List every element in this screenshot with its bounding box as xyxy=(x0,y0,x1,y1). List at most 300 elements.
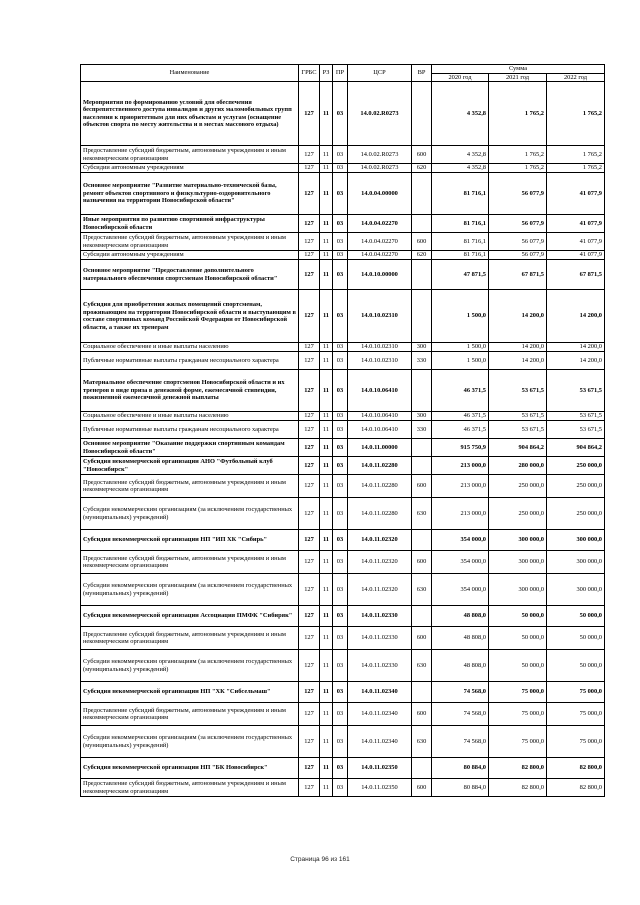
table-row xyxy=(81,260,605,290)
cell-sum-2021: 82 800,0 xyxy=(489,758,547,779)
cell-name: Субсидии некоммерческим организациям (за исключением государственных (муниципальных) учреждений) xyxy=(81,498,299,530)
cell-rz: 11 xyxy=(320,758,333,779)
cell-rz: 11 xyxy=(320,290,333,343)
cell-rz: 11 xyxy=(320,650,333,682)
cell-csr: 14.0.04.02270 xyxy=(348,233,412,251)
cell-csr: 14.0.10.02310 xyxy=(348,343,412,352)
cell-grbs: 127 xyxy=(299,475,320,498)
cell-sum-2021: 56 077,9 xyxy=(489,215,547,233)
cell-grbs: 127 xyxy=(299,370,320,412)
cell-grbs: 127 xyxy=(299,779,320,797)
cell-vr: 620 xyxy=(412,251,432,260)
cell-sum-2021: 280 000,0 xyxy=(489,457,547,475)
cell-sum-2020: 213 000,0 xyxy=(432,457,489,475)
cell-sum-2021: 250 000,0 xyxy=(489,498,547,530)
cell-sum-2020: 81 716,1 xyxy=(432,173,489,215)
cell-vr: 300 xyxy=(412,343,432,352)
cell-name: Субсидии некоммерческим организациям (за исключением государственных (муниципальных) учреждений) xyxy=(81,574,299,606)
cell-vr: 600 xyxy=(412,233,432,251)
cell-vr xyxy=(412,530,432,551)
cell-rz: 11 xyxy=(320,173,333,215)
cell-rz: 11 xyxy=(320,606,333,627)
cell-vr: 330 xyxy=(412,421,432,439)
header-row xyxy=(81,65,605,74)
cell-csr: 14.0.11.02280 xyxy=(348,457,412,475)
cell-vr: 600 xyxy=(412,146,432,164)
cell-csr: 14.0.11.02340 xyxy=(348,703,412,726)
table-row xyxy=(81,703,605,726)
cell-sum-2021: 56 077,9 xyxy=(489,173,547,215)
cell-grbs: 127 xyxy=(299,650,320,682)
page-footer: Страница 96 из 161 xyxy=(290,856,350,863)
cell-rz: 11 xyxy=(320,475,333,498)
cell-sum-2020: 81 716,1 xyxy=(432,251,489,260)
cell-name: Субсидия для приобретения жилых помещений спортсменам, проживающим на территории Новосибирской области и выступающим в составе спортивных команд Российской Федерации от Новосибирской области, а также их тренерам xyxy=(81,290,299,343)
cell-name: Публичные нормативные выплаты гражданам несоциального характера xyxy=(81,421,299,439)
cell-grbs: 127 xyxy=(299,173,320,215)
budget-table xyxy=(80,64,605,797)
cell-sum-2020: 915 750,9 xyxy=(432,439,489,457)
cell-pr: 03 xyxy=(333,233,348,251)
cell-vr xyxy=(412,290,432,343)
cell-csr: 14.0.04.02270 xyxy=(348,215,412,233)
cell-pr: 03 xyxy=(333,779,348,797)
cell-rz: 11 xyxy=(320,421,333,439)
cell-sum-2020: 354 000,0 xyxy=(432,530,489,551)
cell-sum-2021: 50 000,0 xyxy=(489,650,547,682)
cell-rz: 11 xyxy=(320,164,333,173)
table-row xyxy=(81,457,605,475)
cell-rz: 11 xyxy=(320,457,333,475)
cell-vr: 600 xyxy=(412,475,432,498)
cell-sum-2021: 56 077,9 xyxy=(489,251,547,260)
cell-sum-2020: 46 371,5 xyxy=(432,421,489,439)
header-csr: ЦСР xyxy=(348,65,412,82)
cell-name: Субсидии автономным учреждениям xyxy=(81,251,299,260)
table-row xyxy=(81,726,605,758)
cell-rz: 11 xyxy=(320,260,333,290)
cell-sum-2022: 53 671,5 xyxy=(547,412,605,421)
cell-sum-2020: 74 568,0 xyxy=(432,682,489,703)
cell-sum-2021: 53 671,5 xyxy=(489,412,547,421)
cell-sum-2021: 300 000,0 xyxy=(489,530,547,551)
header-vr: ВР xyxy=(412,65,432,82)
cell-csr: 14.0.11.02340 xyxy=(348,682,412,703)
cell-pr: 03 xyxy=(333,726,348,758)
cell-sum-2022: 250 000,0 xyxy=(547,457,605,475)
cell-vr xyxy=(412,173,432,215)
cell-name: Основное мероприятие "Оказание поддержки спортивным командам Новосибирской области" xyxy=(81,439,299,457)
table-body xyxy=(81,82,605,797)
table-row xyxy=(81,173,605,215)
cell-sum-2022: 41 077,9 xyxy=(547,233,605,251)
cell-pr: 03 xyxy=(333,215,348,233)
cell-grbs: 127 xyxy=(299,574,320,606)
cell-sum-2021: 50 000,0 xyxy=(489,606,547,627)
cell-name: Предоставление субсидий бюджетным, автономным учреждениям и иным некоммерческим организациям xyxy=(81,146,299,164)
cell-sum-2020: 4 352,8 xyxy=(432,82,489,146)
cell-rz: 11 xyxy=(320,498,333,530)
cell-csr: 14.0.11.02320 xyxy=(348,574,412,606)
cell-rz: 11 xyxy=(320,251,333,260)
cell-sum-2021: 14 200,0 xyxy=(489,343,547,352)
header-sum: Сумма xyxy=(432,65,605,74)
cell-sum-2022: 300 000,0 xyxy=(547,551,605,574)
cell-sum-2022: 53 671,5 xyxy=(547,370,605,412)
table-row xyxy=(81,758,605,779)
cell-sum-2021: 67 871,5 xyxy=(489,260,547,290)
cell-csr: 14.0.10.06410 xyxy=(348,412,412,421)
cell-pr: 03 xyxy=(333,682,348,703)
cell-csr: 14.0.11.02320 xyxy=(348,551,412,574)
table-row xyxy=(81,146,605,164)
cell-csr: 14.0.11.02330 xyxy=(348,606,412,627)
cell-pr: 03 xyxy=(333,627,348,650)
cell-pr: 03 xyxy=(333,370,348,412)
cell-name: Основное мероприятие "Развитие материально-технической базы, ремонт объектов спортивного и физкультурно-оздоровительного назначения на территории Новосибирской области" xyxy=(81,173,299,215)
cell-grbs: 127 xyxy=(299,498,320,530)
cell-grbs: 127 xyxy=(299,606,320,627)
table-row xyxy=(81,627,605,650)
cell-csr: 14.0.10.02310 xyxy=(348,352,412,370)
cell-csr: 14.0.10.06410 xyxy=(348,370,412,412)
cell-csr: 14.0.11.02340 xyxy=(348,726,412,758)
cell-name: Субсидии некоммерческим организациям (за исключением государственных (муниципальных) учреждений) xyxy=(81,726,299,758)
cell-vr xyxy=(412,682,432,703)
cell-vr: 600 xyxy=(412,703,432,726)
cell-csr: 14.0.11.02330 xyxy=(348,650,412,682)
cell-sum-2020: 4 352,8 xyxy=(432,164,489,173)
cell-sum-2022: 904 864,2 xyxy=(547,439,605,457)
cell-rz: 11 xyxy=(320,352,333,370)
cell-pr: 03 xyxy=(333,260,348,290)
cell-sum-2022: 14 200,0 xyxy=(547,352,605,370)
cell-sum-2022: 41 077,9 xyxy=(547,251,605,260)
cell-csr: 14.0.04.00000 xyxy=(348,173,412,215)
cell-sum-2021: 300 000,0 xyxy=(489,551,547,574)
cell-vr xyxy=(412,758,432,779)
cell-pr: 03 xyxy=(333,164,348,173)
cell-sum-2020: 74 568,0 xyxy=(432,703,489,726)
cell-rz: 11 xyxy=(320,627,333,650)
cell-sum-2022: 82 800,0 xyxy=(547,779,605,797)
cell-sum-2020: 80 884,0 xyxy=(432,779,489,797)
cell-sum-2020: 48 808,0 xyxy=(432,650,489,682)
table-row xyxy=(81,779,605,797)
cell-rz: 11 xyxy=(320,551,333,574)
cell-vr xyxy=(412,439,432,457)
header-year-2022: 2022 год xyxy=(547,73,605,82)
table-row xyxy=(81,82,605,146)
cell-name: Предоставление субсидий бюджетным, автономным учреждениям и иным некоммерческим организациям xyxy=(81,475,299,498)
cell-name: Субсидия некоммерческой организации НП "ИП ХК "Сибирь" xyxy=(81,530,299,551)
cell-pr: 03 xyxy=(333,574,348,606)
cell-sum-2021: 75 000,0 xyxy=(489,682,547,703)
cell-pr: 03 xyxy=(333,475,348,498)
cell-sum-2021: 250 000,0 xyxy=(489,475,547,498)
cell-sum-2022: 75 000,0 xyxy=(547,703,605,726)
cell-sum-2021: 14 200,0 xyxy=(489,352,547,370)
header-pr: ПР xyxy=(333,65,348,82)
cell-csr: 14.0.11.02330 xyxy=(348,627,412,650)
cell-sum-2020: 1 500,0 xyxy=(432,352,489,370)
table-row xyxy=(81,251,605,260)
cell-grbs: 127 xyxy=(299,352,320,370)
cell-csr: 14.0.04.02270 xyxy=(348,251,412,260)
cell-sum-2021: 75 000,0 xyxy=(489,703,547,726)
cell-csr: 14.0.11.02280 xyxy=(348,475,412,498)
cell-sum-2022: 14 200,0 xyxy=(547,290,605,343)
cell-pr: 03 xyxy=(333,551,348,574)
cell-vr xyxy=(412,370,432,412)
cell-pr: 03 xyxy=(333,251,348,260)
cell-sum-2020: 354 000,0 xyxy=(432,551,489,574)
cell-grbs: 127 xyxy=(299,260,320,290)
cell-sum-2020: 213 000,0 xyxy=(432,475,489,498)
header-rz: РЗ xyxy=(320,65,333,82)
cell-csr: 14.0.11.00000 xyxy=(348,439,412,457)
cell-rz: 11 xyxy=(320,370,333,412)
cell-name: Субсидии некоммерческим организациям (за исключением государственных (муниципальных) учреждений) xyxy=(81,650,299,682)
cell-sum-2022: 1 765,2 xyxy=(547,82,605,146)
cell-name: Социальное обеспечение и иные выплаты населению xyxy=(81,412,299,421)
cell-sum-2020: 1 500,0 xyxy=(432,343,489,352)
cell-csr: 14.0.02.R0273 xyxy=(348,146,412,164)
cell-vr: 600 xyxy=(412,551,432,574)
cell-sum-2022: 82 800,0 xyxy=(547,758,605,779)
header-year-2020: 2020 год xyxy=(432,73,489,82)
cell-vr: 630 xyxy=(412,574,432,606)
table-row xyxy=(81,421,605,439)
cell-grbs: 127 xyxy=(299,551,320,574)
cell-vr xyxy=(412,215,432,233)
cell-rz: 11 xyxy=(320,343,333,352)
cell-sum-2022: 300 000,0 xyxy=(547,574,605,606)
cell-sum-2020: 46 371,5 xyxy=(432,412,489,421)
cell-name: Публичные нормативные выплаты гражданам несоциального характера xyxy=(81,352,299,370)
cell-grbs: 127 xyxy=(299,703,320,726)
cell-name: Основное мероприятие "Предоставление дополнительного материального обеспечения спортсменам Новосибирской области" xyxy=(81,260,299,290)
table-row xyxy=(81,215,605,233)
cell-sum-2021: 1 765,2 xyxy=(489,146,547,164)
cell-sum-2020: 4 352,8 xyxy=(432,146,489,164)
header-grbs: ГРБС xyxy=(299,65,320,82)
cell-grbs: 127 xyxy=(299,251,320,260)
cell-name: Предоставление субсидий бюджетным, автономным учреждениям и иным некоммерческим организациям xyxy=(81,627,299,650)
table-row xyxy=(81,475,605,498)
cell-csr: 14.0.10.06410 xyxy=(348,421,412,439)
cell-pr: 03 xyxy=(333,290,348,343)
cell-vr: 600 xyxy=(412,779,432,797)
cell-pr: 03 xyxy=(333,82,348,146)
cell-sum-2021: 300 000,0 xyxy=(489,574,547,606)
cell-grbs: 127 xyxy=(299,682,320,703)
cell-sum-2022: 50 000,0 xyxy=(547,606,605,627)
cell-csr: 14.0.02.R0273 xyxy=(348,82,412,146)
cell-csr: 14.0.02.R0273 xyxy=(348,164,412,173)
cell-vr: 630 xyxy=(412,498,432,530)
cell-vr xyxy=(412,606,432,627)
cell-sum-2022: 41 077,9 xyxy=(547,173,605,215)
cell-rz: 11 xyxy=(320,233,333,251)
table-row xyxy=(81,370,605,412)
cell-sum-2020: 354 000,0 xyxy=(432,574,489,606)
cell-rz: 11 xyxy=(320,779,333,797)
table-row xyxy=(81,439,605,457)
cell-grbs: 127 xyxy=(299,726,320,758)
cell-sum-2021: 14 200,0 xyxy=(489,290,547,343)
table-row xyxy=(81,551,605,574)
cell-sum-2022: 50 000,0 xyxy=(547,627,605,650)
cell-sum-2022: 75 000,0 xyxy=(547,726,605,758)
cell-vr xyxy=(412,457,432,475)
table-row xyxy=(81,233,605,251)
cell-pr: 03 xyxy=(333,421,348,439)
cell-sum-2022: 67 871,5 xyxy=(547,260,605,290)
cell-sum-2021: 1 765,2 xyxy=(489,164,547,173)
cell-name: Предоставление субсидий бюджетным, автономным учреждениям и иным некоммерческим организациям xyxy=(81,233,299,251)
cell-sum-2021: 75 000,0 xyxy=(489,726,547,758)
cell-sum-2020: 81 716,1 xyxy=(432,233,489,251)
cell-sum-2022: 300 000,0 xyxy=(547,530,605,551)
cell-pr: 03 xyxy=(333,343,348,352)
cell-sum-2021: 53 671,5 xyxy=(489,370,547,412)
table-row xyxy=(81,164,605,173)
cell-sum-2021: 82 800,0 xyxy=(489,779,547,797)
cell-sum-2022: 1 765,2 xyxy=(547,164,605,173)
cell-vr: 330 xyxy=(412,352,432,370)
header-name: Наименование xyxy=(81,65,299,82)
cell-sum-2021: 53 671,5 xyxy=(489,421,547,439)
cell-csr: 14.0.10.00000 xyxy=(348,260,412,290)
cell-name: Субсидии автономным учреждениям xyxy=(81,164,299,173)
cell-pr: 03 xyxy=(333,606,348,627)
cell-rz: 11 xyxy=(320,439,333,457)
cell-grbs: 127 xyxy=(299,290,320,343)
cell-grbs: 127 xyxy=(299,146,320,164)
cell-sum-2021: 1 765,2 xyxy=(489,82,547,146)
cell-name: Материальное обеспечение спортсменов Новосибирской области и их тренеров в виде приза в денежной форме, ежемесячной стипендии, пожизненной ежемесячной денежной выплаты xyxy=(81,370,299,412)
cell-vr: 600 xyxy=(412,627,432,650)
cell-grbs: 127 xyxy=(299,758,320,779)
table-row xyxy=(81,650,605,682)
cell-pr: 03 xyxy=(333,173,348,215)
table-row xyxy=(81,290,605,343)
cell-name: Мероприятия по формированию условий для обеспечения беспрепятственного доступа инвалидов и других маломобильных групп населения к приоритетным для них объектам и услугам (оснащение объектов спорта по месту жительства и в местах массового отдыха) xyxy=(81,82,299,146)
cell-sum-2021: 50 000,0 xyxy=(489,627,547,650)
cell-name: Предоставление субсидий бюджетным, автономным учреждениям и иным некоммерческим организациям xyxy=(81,703,299,726)
cell-sum-2022: 41 077,9 xyxy=(547,215,605,233)
cell-name: Предоставление субсидий бюджетным, автономным учреждениям и иным некоммерческим организациям xyxy=(81,779,299,797)
table-row xyxy=(81,574,605,606)
cell-grbs: 127 xyxy=(299,164,320,173)
cell-sum-2020: 81 716,1 xyxy=(432,215,489,233)
table-row xyxy=(81,606,605,627)
cell-vr xyxy=(412,260,432,290)
cell-name: Субсидия некоммерческой организации АНО "Футбольный клуб "Новосибирск" xyxy=(81,457,299,475)
cell-rz: 11 xyxy=(320,146,333,164)
cell-pr: 03 xyxy=(333,457,348,475)
cell-sum-2020: 46 371,5 xyxy=(432,370,489,412)
cell-rz: 11 xyxy=(320,412,333,421)
cell-csr: 14.0.11.02320 xyxy=(348,530,412,551)
cell-sum-2020: 80 884,0 xyxy=(432,758,489,779)
budget-document xyxy=(80,64,604,797)
cell-grbs: 127 xyxy=(299,421,320,439)
table-row xyxy=(81,530,605,551)
cell-csr: 14.0.11.02350 xyxy=(348,758,412,779)
cell-pr: 03 xyxy=(333,412,348,421)
cell-grbs: 127 xyxy=(299,82,320,146)
cell-grbs: 127 xyxy=(299,233,320,251)
cell-sum-2022: 53 671,5 xyxy=(547,421,605,439)
cell-sum-2022: 250 000,0 xyxy=(547,498,605,530)
cell-pr: 03 xyxy=(333,439,348,457)
cell-rz: 11 xyxy=(320,574,333,606)
cell-csr: 14.0.11.02280 xyxy=(348,498,412,530)
cell-rz: 11 xyxy=(320,530,333,551)
cell-grbs: 127 xyxy=(299,215,320,233)
cell-pr: 03 xyxy=(333,498,348,530)
table-row xyxy=(81,412,605,421)
table-row xyxy=(81,352,605,370)
header-year-2021: 2021 год xyxy=(489,73,547,82)
cell-sum-2022: 14 200,0 xyxy=(547,343,605,352)
cell-name: Предоставление субсидий бюджетным, автономным учреждениям и иным некоммерческим организациям xyxy=(81,551,299,574)
cell-sum-2020: 213 000,0 xyxy=(432,498,489,530)
cell-sum-2021: 904 864,2 xyxy=(489,439,547,457)
cell-name: Социальное обеспечение и иные выплаты населению xyxy=(81,343,299,352)
cell-name: Субсидия некоммерческой организации НП "ХК "Сибсельмаш" xyxy=(81,682,299,703)
cell-rz: 11 xyxy=(320,703,333,726)
cell-csr: 14.0.10.02310 xyxy=(348,290,412,343)
table-row xyxy=(81,498,605,530)
cell-pr: 03 xyxy=(333,703,348,726)
cell-pr: 03 xyxy=(333,758,348,779)
cell-vr: 300 xyxy=(412,412,432,421)
cell-sum-2022: 250 000,0 xyxy=(547,475,605,498)
cell-sum-2020: 74 568,0 xyxy=(432,726,489,758)
table-row xyxy=(81,682,605,703)
table-row xyxy=(81,343,605,352)
cell-name: Субсидия некоммерческой организации НП "БК Новосибирск" xyxy=(81,758,299,779)
cell-sum-2020: 47 871,5 xyxy=(432,260,489,290)
cell-pr: 03 xyxy=(333,650,348,682)
cell-sum-2022: 75 000,0 xyxy=(547,682,605,703)
cell-pr: 03 xyxy=(333,352,348,370)
cell-pr: 03 xyxy=(333,530,348,551)
cell-grbs: 127 xyxy=(299,343,320,352)
cell-sum-2020: 48 808,0 xyxy=(432,606,489,627)
cell-rz: 11 xyxy=(320,82,333,146)
cell-vr: 620 xyxy=(412,164,432,173)
cell-csr: 14.0.11.02350 xyxy=(348,779,412,797)
cell-rz: 11 xyxy=(320,726,333,758)
cell-pr: 03 xyxy=(333,146,348,164)
cell-sum-2022: 1 765,2 xyxy=(547,146,605,164)
cell-grbs: 127 xyxy=(299,627,320,650)
cell-name: Иные мероприятия по развитию спортивной инфраструктуры Новосибирской области xyxy=(81,215,299,233)
cell-vr: 630 xyxy=(412,650,432,682)
cell-rz: 11 xyxy=(320,682,333,703)
cell-grbs: 127 xyxy=(299,457,320,475)
cell-grbs: 127 xyxy=(299,412,320,421)
cell-grbs: 127 xyxy=(299,530,320,551)
cell-vr xyxy=(412,82,432,146)
cell-sum-2022: 50 000,0 xyxy=(547,650,605,682)
cell-sum-2020: 48 808,0 xyxy=(432,627,489,650)
cell-name: Субсидия некоммерческой организации Ассоциация ПМФК "Сибиряк" xyxy=(81,606,299,627)
